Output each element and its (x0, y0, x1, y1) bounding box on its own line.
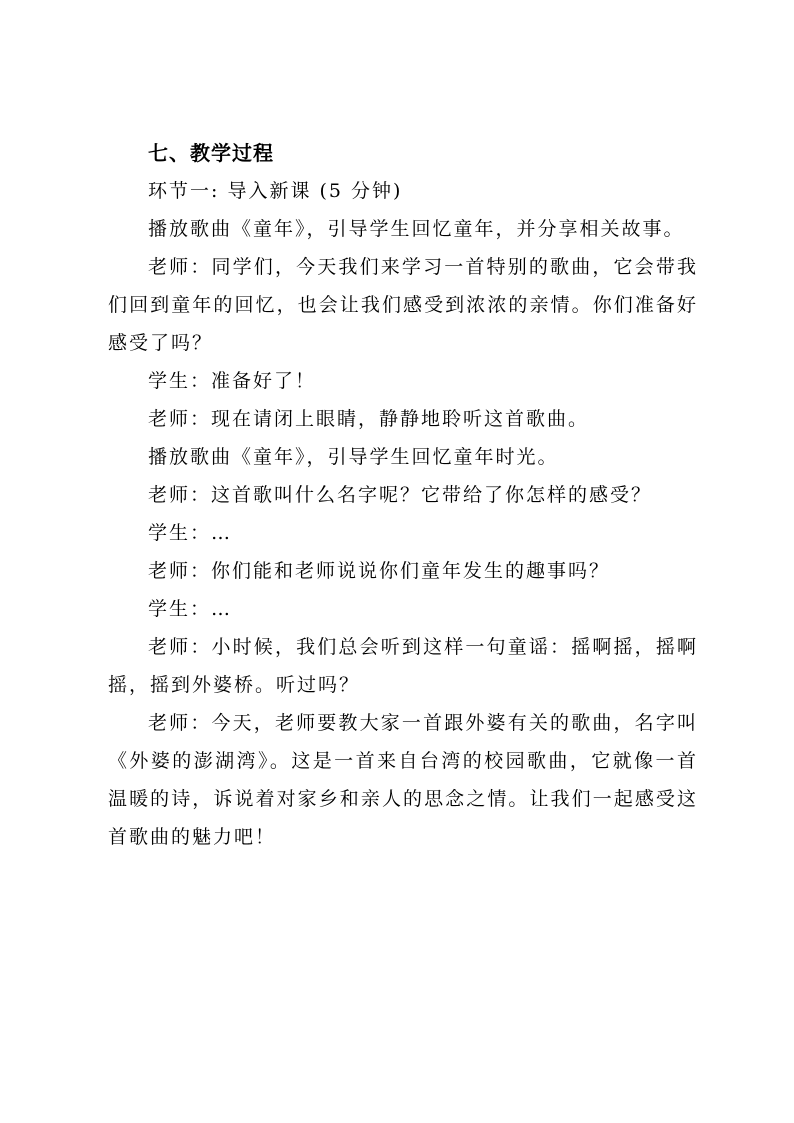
document-page (108, 134, 698, 856)
paragraph-teacher-nursery-rhyme: 老师：小时候，我们总会听到这样一句童谣：摇啊摇，摇啊摇，摇到外婆桥。听过吗？ (108, 636, 698, 696)
paragraph-student-answer-2: 学生：… (148, 598, 233, 620)
paragraph-play-song-again: 播放歌曲《童年》，引导学生回忆童年时光。 (148, 446, 559, 468)
paragraph-student-ready: 学生：准备好了！ (148, 370, 317, 392)
paragraph-teacher-question: 老师：这首歌叫什么名字呢？它带给了你怎样的感受？ (148, 484, 653, 506)
paragraph-teacher-stories: 老师：你们能和老师说说你们童年发生的趣事吗？ (148, 560, 611, 582)
paragraph-play-song: 播放歌曲《童年》，引导学生回忆童年，并分享相关故事。 (148, 218, 685, 240)
paragraph-teacher-close-eyes: 老师：现在请闭上眼睛，静静地聆听这首歌曲。 (148, 408, 590, 430)
paragraph-teacher-new-song: 老师：今天，老师要教大家一首跟外婆有关的歌曲，名字叫《外婆的澎湖湾》。这是一首来自台湾的校园歌曲，它就像一首温暖的诗，诉说着对家乡和亲人的思念之情。让我们一起感受这首歌曲的魅力吧！ (108, 712, 698, 848)
section-title: 七、教学过程 (148, 141, 274, 165)
paragraph-step-one: 环节一: 导入新课 (5 分钟) (148, 180, 403, 202)
paragraph-teacher-intro: 老师：同学们，今天我们来学习一首特别的歌曲，它会带我们回到童年的回忆，也会让我们感受到浓浓的亲情。你们准备好感受了吗？ (108, 256, 698, 354)
paragraph-student-answer: 学生：… (148, 522, 233, 544)
